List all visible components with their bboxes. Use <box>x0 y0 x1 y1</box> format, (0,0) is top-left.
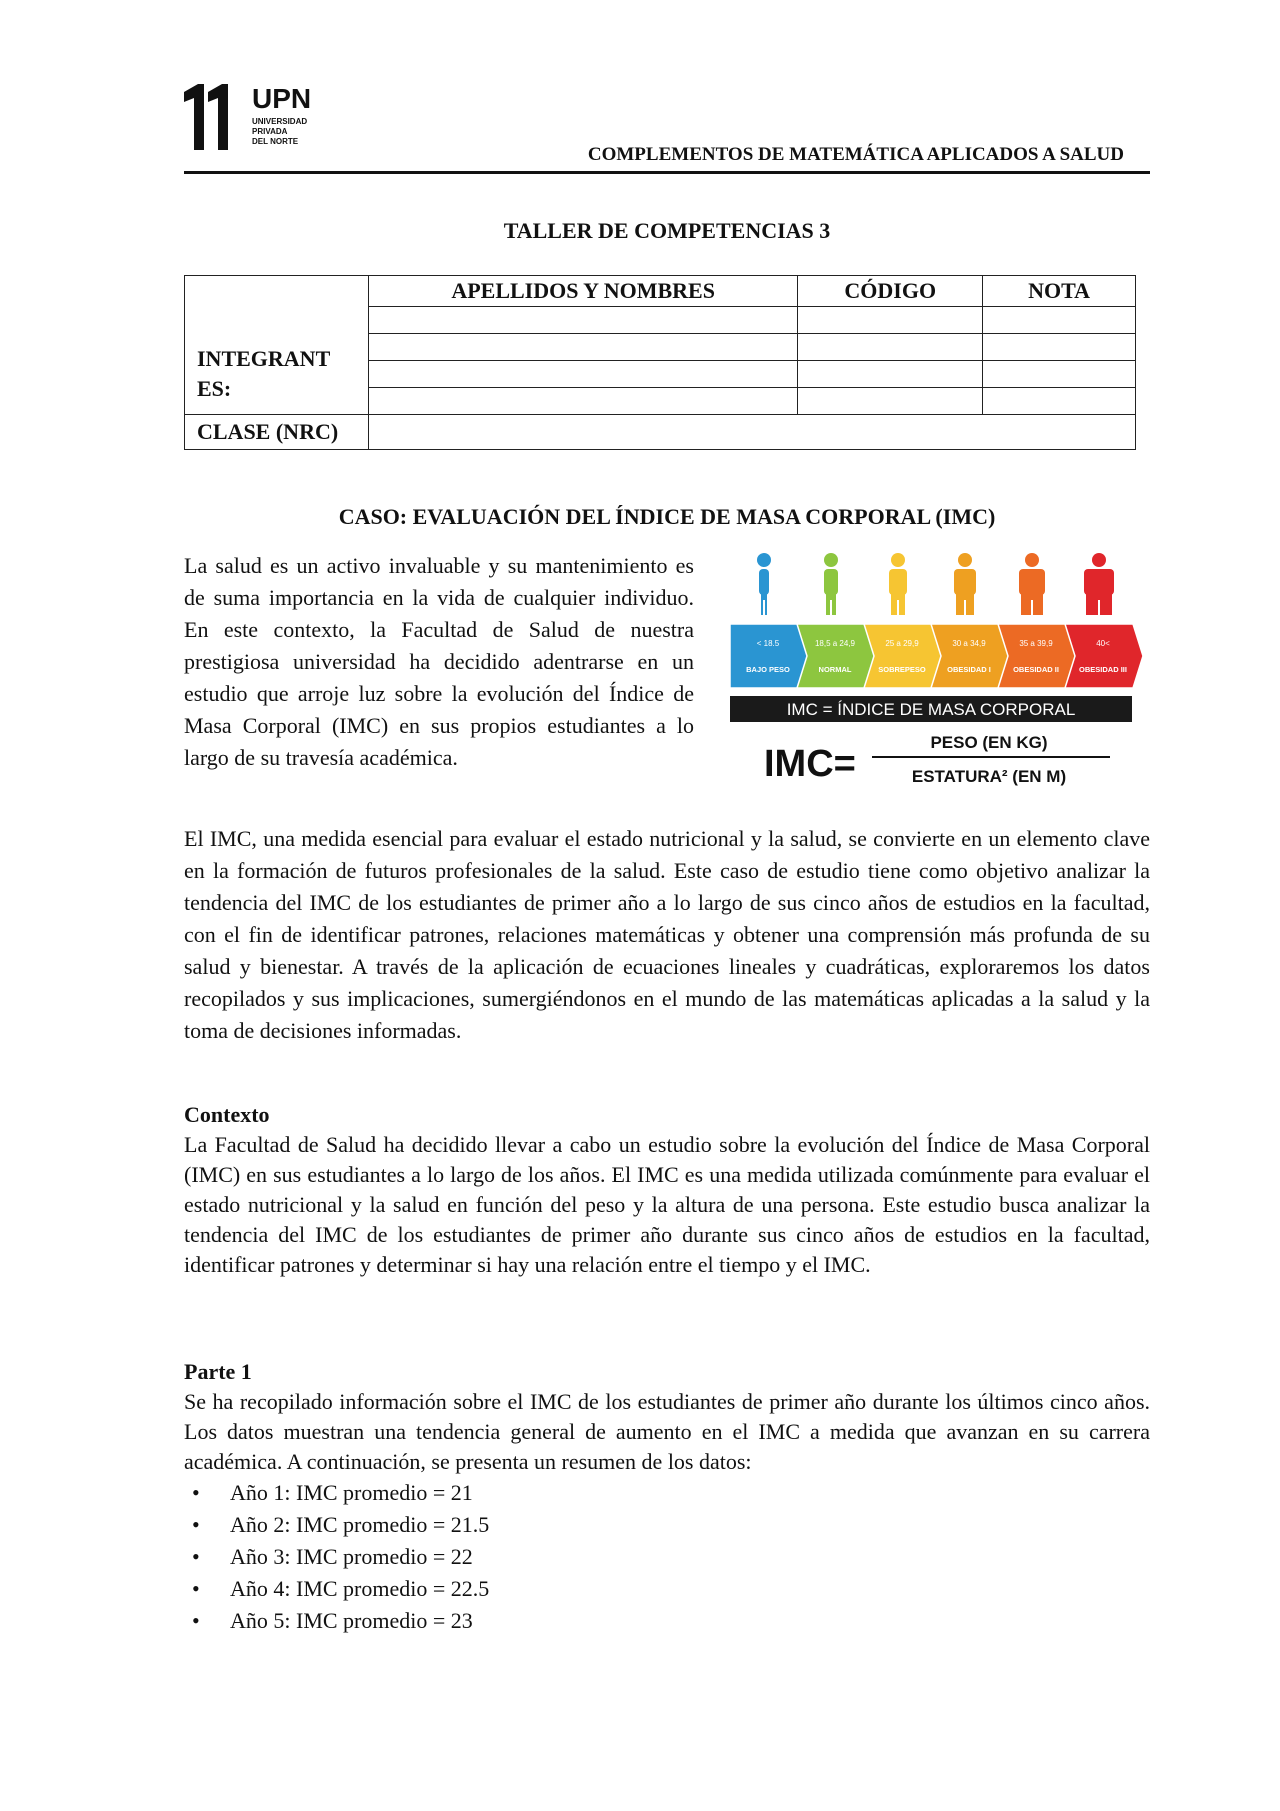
col-header-grade: NOTA <box>983 276 1136 307</box>
contexto-heading: Contexto <box>184 1102 270 1127</box>
person-figure-icon <box>1084 553 1114 615</box>
category-arrow <box>1065 624 1143 688</box>
header-divider <box>184 171 1150 174</box>
imc-data-list <box>184 1477 1150 1637</box>
category-arrow <box>864 624 942 688</box>
category-label: OBESIDAD I <box>947 665 991 674</box>
svg-text:DEL NORTE: DEL NORTE <box>252 137 299 146</box>
category-range: < 18.5 <box>756 639 780 648</box>
case-title: CASO: EVALUACIÓN DEL ÍNDICE DE MASA CORPORAL (IMC) <box>338 504 996 529</box>
person-figure-icon <box>824 553 838 615</box>
person-figure-icon <box>889 553 907 615</box>
clase-value[interactable] <box>368 415 1135 450</box>
contexto-text: La Facultad de Salud ha decidido llevar a cabo un estudio sobre la evolución del Índice de Masa Corporal (IMC) en sus estudiantes a lo largo de los años. El IMC es una medida utilizada comúnmente para evaluar el estado nutricional y la salud en función del peso y la altura de una persona. Este estudio busca analizar la tendencia del IMC de los estudiantes de primer año durante sus cinco años de estudios en la facultad, identificar patrones y determinar si hay una relación entre el tiempo y el IMC. <box>184 1132 1150 1277</box>
clase-label: CLASE (NRC) <box>185 415 369 450</box>
col-header-names: APELLIDOS Y NOMBRES <box>368 276 797 307</box>
imc-infographic <box>724 548 1150 793</box>
workshop-title: TALLER DE COMPETENCIAS 3 <box>503 218 831 243</box>
category-label: OBESIDAD III <box>1079 665 1127 674</box>
contexto-section <box>184 1100 1150 1280</box>
paragraph-2: El IMC, una medida esencial para evaluar el estado nutricional y la salud, se convierte en un elemento clave en la formación de futuros profesionales de la salud. Este caso de estudio tiene como objetivo analizar la tendencia del IMC de los estudiantes de primer año a lo largo de sus cinco años de estudios en la facultad, con el fin de identificar patrones, relaciones matemáticas y obtener una comprensión más profunda de su salud y bienestar. A través de la aplicación de ecuaciones lineales y cuadráticas, exploraremos los datos recopilados y sus implicaciones, sumergiéndonos en el mundo de las matemáticas aplicadas a la salud y la toma de decisiones informadas. <box>184 826 1150 1043</box>
logo-text: UPN <box>252 84 312 114</box>
parte1-section <box>184 1357 1150 1637</box>
category-label: NORMAL <box>818 665 852 674</box>
category-label: OBESIDAD II <box>1013 665 1059 674</box>
list-item: • Año 4: IMC promedio = 22.5 <box>192 1576 490 1601</box>
category-arrow <box>797 624 875 688</box>
imc-banner-text: IMC = ÍNDICE DE MASA CORPORAL <box>786 700 1076 719</box>
svg-text:UNIVERSIDAD: UNIVERSIDAD <box>252 117 308 126</box>
list-item: • Año 2: IMC promedio = 21.5 <box>192 1512 490 1537</box>
col-header-code: CÓDIGO <box>798 276 983 307</box>
formula-numerator: PESO (EN KG) <box>930 733 1048 752</box>
category-arrow <box>931 624 1009 688</box>
person-figure-icon <box>954 553 976 615</box>
list-item: • Año 1: IMC promedio = 21 <box>192 1480 473 1505</box>
list-item: • Año 5: IMC promedio = 23 <box>192 1608 473 1633</box>
formula-denominator: ESTATURA² (EN M) <box>911 767 1067 786</box>
category-label: BAJO PESO <box>746 665 790 674</box>
parte1-heading: Parte 1 <box>184 1359 252 1384</box>
person-figure-icon <box>1019 553 1045 615</box>
intro-paragraph: La salud es un activo invaluable y su mantenimiento es de suma importancia en la vida de cualquier individuo. En este contexto, la Facultad de Salud de nuestra prestigiosa universidad ha decidido adentrarse en un estudio que arroje luz sobre la evolución del Índice de Masa Corporal (IMC) en sus propios estudiantes a lo largo de su travesía académica. <box>184 553 694 770</box>
category-range: 25 a 29,9 <box>885 639 919 648</box>
category-arrow <box>730 624 808 688</box>
members-table <box>184 275 1136 450</box>
list-item: • Año 3: IMC promedio = 22 <box>192 1544 473 1569</box>
course-header: COMPLEMENTOS DE MATEMÁTICA APLICADOS A SALUD <box>587 144 1124 165</box>
person-figure-icon <box>757 553 771 615</box>
category-range: 35 a 39,9 <box>1019 639 1053 648</box>
category-arrow <box>998 624 1076 688</box>
integrantes-label: INTEGRANT ES: <box>185 276 369 415</box>
category-range: 30 a 34,9 <box>952 639 986 648</box>
formula-lhs: IMC= <box>764 743 856 785</box>
category-range: 40< <box>1096 639 1110 648</box>
parte1-text: Se ha recopilado información sobre el IMC de los estudiantes de primer año durante los últimos cinco años. Los datos muestran una tendencia general de aumento en el IMC a medida que avanzan en su carrera académica. A continuación, se presenta un resumen de los datos: <box>184 1389 1150 1474</box>
category-label: SOBREPESO <box>878 665 926 674</box>
svg-text:PRIVADA: PRIVADA <box>252 127 288 136</box>
fraction-bar <box>872 756 1110 758</box>
category-range: 18,5 a 24,9 <box>814 639 856 648</box>
